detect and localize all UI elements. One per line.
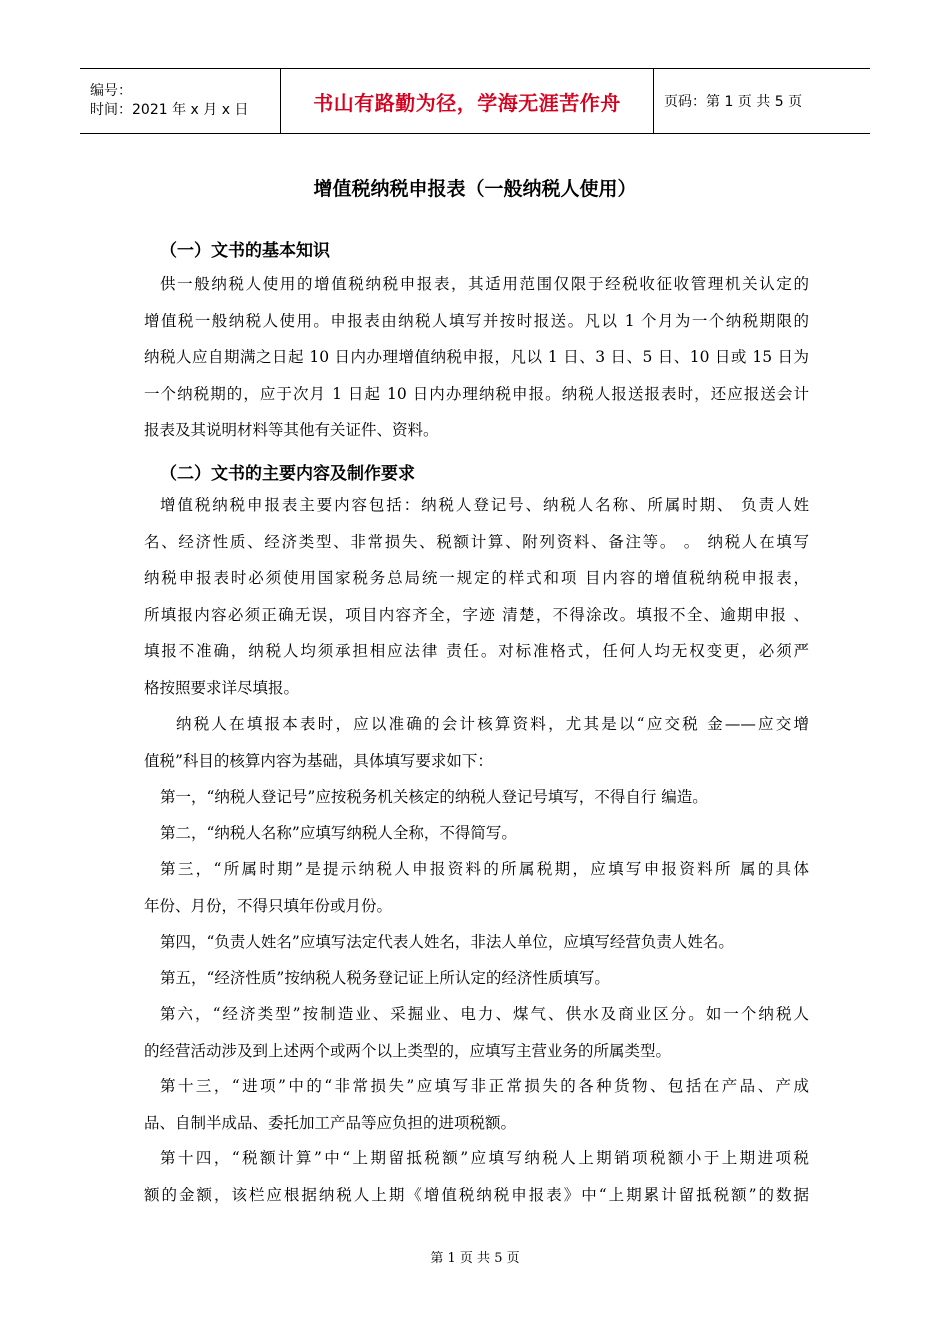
page-footer: 第 1 页 共 5 页 xyxy=(430,1251,520,1266)
text-line: 纳税申报表时必须使用国家税务总局统一规定的样式和项 目内容的增值税纳税申报表， xyxy=(144,569,809,587)
text-line: 第六，“经济类型”按制造业、采掘业、电力、煤气、供水及商业区分。如一个纳税人 xyxy=(160,1005,809,1023)
text-line: 第一，“纳税人登记号”应按税务机关核定的纳税人登记号填写，不得自行 编造。 xyxy=(160,788,708,806)
text-line: 纳税人应自期满之日起 10 日内办理增值纳税申报，凡以 1 日、3 日、5 日、10 日或 15 日为 xyxy=(144,348,809,366)
text-line: 一个纳税期的，应于次月 1 日起 10 日内办理纳税申报。纳税人报送报表时，还应报送会计 xyxy=(144,384,809,403)
item-third xyxy=(144,851,809,924)
text-line: 填报不准确，纳税人均须承担相应法律 责任。对标准格式，任何人均无权变更，必须严 xyxy=(144,642,809,660)
text-line: 第五，“经济性质”按纳税人税务登记证上所认定的经济性质填写。 xyxy=(160,969,610,987)
item-fourth xyxy=(144,924,809,961)
section2-paragraph-1 xyxy=(144,487,809,706)
text-line: 格按照要求详尽填报。 xyxy=(144,678,300,697)
text-line: 第十四，“税额计算”中“上期留抵税额”应填写纳税人上期销项税额小于上期进项税 xyxy=(160,1149,809,1167)
section1-paragraph xyxy=(144,266,809,449)
section2-paragraph-2 xyxy=(144,706,809,779)
item-thirteenth xyxy=(144,1068,809,1141)
text-line: 品、自制半成品、委托加工产品等应负担的进项税额。 xyxy=(144,1113,517,1132)
text-line: 供一般纳税人使用的增值税纳税申报表，其适用范围仅限于经税收征收管理机关认定的 xyxy=(160,275,809,293)
text-line: 的经营活动涉及到上述两个或两个以上类型的，应填写主营业务的所属类型。 xyxy=(144,1041,672,1060)
header-motto-cell xyxy=(281,69,654,133)
section2-heading: （二）文书的主要内容及制作要求 xyxy=(160,464,415,484)
text-line: 值税”科目的核算内容为基础，具体填写要求如下： xyxy=(144,751,493,770)
document-title: 增值税纳税申报表（一般纳税人使用） xyxy=(313,178,637,200)
text-line: 第四，“负责人姓名”应填写法定代表人姓名，非法人单位，应填写经营负责人姓名。 xyxy=(160,933,734,951)
time-label: 时间：2021 年 x 月 x 日 xyxy=(90,102,249,118)
page-info: 页码：第 1 页 共 5 页 xyxy=(664,94,803,110)
item-fifth xyxy=(144,960,809,997)
page-header xyxy=(80,68,870,134)
header-meta xyxy=(80,69,281,133)
text-line: 增值税一般纳税人使用。申报表由纳税人填写并按时报送。凡以 1 个月为一个纳税期限的 xyxy=(144,311,809,330)
text-line: 所填报内容必须正确无误，项目内容齐全，字迹 清楚，不得涂改。填报不全、逾期申报 、 xyxy=(144,605,809,624)
text-line: 纳税人在填报本表时，应以准确的会计核算资料，尤其是以“应交税 金——应交增 xyxy=(176,715,809,733)
item-second xyxy=(144,815,809,852)
text-line: 报表及其说明材料等其他有关证件、资料。 xyxy=(144,421,439,439)
text-line: 第二，“纳税人名称”应填写纳税人全称，不得简写。 xyxy=(160,824,517,842)
text-line: 第十三，“进项”中的“非常损失”应填写非正常损失的各种货物、包括在产品、产成 xyxy=(160,1077,809,1095)
motto: 书山有路勤为径，学海无涯苦作舟 xyxy=(313,90,621,115)
number-label: 编号： xyxy=(90,83,132,99)
item-sixth xyxy=(144,996,809,1069)
text-line: 第三，“所属时期”是提示纳税人申报资料的所属税期，应填写申报资料所 属的具体 xyxy=(160,860,809,878)
header-page-info-cell xyxy=(654,69,870,133)
item-first xyxy=(144,779,809,816)
text-line: 名、经济性质、经济类型、非常损失、税额计算、附列资料、备注等。 。 纳税人在填写 xyxy=(144,532,809,551)
text-line: 额的金额，该栏应根据纳税人上期《增值税纳税申报表》中“上期累计留抵税额”的数据 xyxy=(144,1185,809,1204)
text-line: 增值税纳税申报表主要内容包括：纳税人登记号、纳税人名称、所属时期、 负责人姓 xyxy=(160,496,809,514)
section1-heading: （一）文书的基本知识 xyxy=(160,241,330,261)
text-line: 年份、月份，不得只填年份或月份。 xyxy=(144,896,393,915)
item-fourteenth xyxy=(144,1140,809,1213)
